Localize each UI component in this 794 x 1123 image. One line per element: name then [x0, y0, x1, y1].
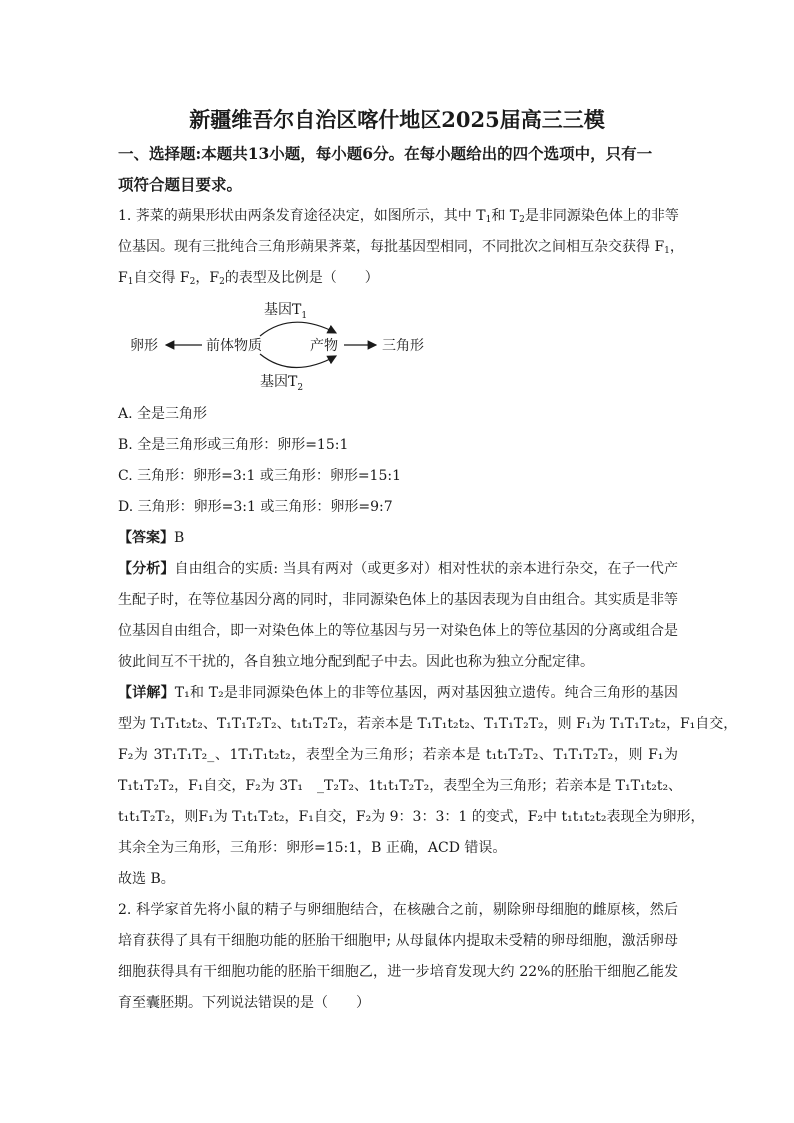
detail-tag: 【详解】: [118, 685, 175, 701]
gene-pathway-diagram: [118, 296, 448, 392]
subscript: 1: [664, 246, 670, 256]
q1-detail-line3: F₂为 3T₁T₁T₂_、1T₁T₁t₂t₂，表型全为三角形；若亲本是 t₁t₁T₂T₂、T₁T₁T₂T₂，则 F₁为: [118, 747, 678, 763]
q1-stem-text: ，: [669, 239, 684, 255]
label-gene-t1: 基因$T_1$: [264, 302, 308, 321]
q1-detail-line1: [118, 682, 678, 704]
q1-answer: [118, 527, 678, 549]
label-product: 产物: [310, 338, 338, 354]
q1-conclusion: 故选 B。: [118, 871, 175, 887]
label-gene-t2: 基因$T_2$: [260, 374, 304, 392]
q1-option-b: B. 全是三角形或三角形：卵形=15:1: [118, 437, 349, 453]
label-egg-shape: 卵形: [130, 338, 158, 354]
q2-stem-line2: 培育获得了具有干细胞功能的胚胎干细胞甲; 从母鼠体内提取未受精的卵母细胞，激活卵母: [118, 933, 678, 949]
q1-stem-text: F: [118, 270, 128, 286]
q1-stem-text: 自交得 F: [133, 270, 190, 286]
section-heading-line1: 一、选择题:本题共13小题，每小题6分。在每小题给出的四个选项中，只有一: [118, 144, 653, 163]
arrow-gene-t1: [260, 322, 336, 336]
q1-stem-line2: [118, 236, 684, 258]
q1-option-d: D. 三角形：卵形=3:1 或三角形：卵形=9:7: [118, 499, 393, 515]
analysis-tag: 【分析】: [118, 561, 175, 577]
answer-tag: 【答案】: [118, 530, 174, 546]
q1-stem-line1: [118, 205, 678, 227]
subscript: 1: [127, 277, 134, 287]
q1-analysis-line2: 生配子时，在等位基因分离的同时，非同源染色体上的基因表现为自由组合。其实质是非等: [118, 592, 678, 608]
q1-option-c: C. 三角形：卵形=3:1 或三角形：卵形=15:1: [118, 468, 401, 484]
section-heading-line2: 项符合题目要求。: [118, 175, 243, 194]
q1-detail-line6: 其余全为三角形，三角形：卵形=15:1，B 正确，ACD 错误。: [118, 840, 507, 856]
label-triangle: 三角形: [382, 338, 424, 354]
document-title: 新疆维吾尔自治区喀什地区2025届高三三模: [189, 107, 605, 132]
q2-stem-line3: 细胞获得具有干细胞功能的胚胎干细胞乙，进一步培育发现大约 22%的胚胎干细胞乙能发: [118, 964, 678, 980]
q1-analysis-line1: [118, 558, 678, 580]
q2-stem-line4: 育至囊胚期。下列说法错误的是（ ）: [118, 995, 370, 1011]
q1-detail-line2: 型为 T₁T₁t₂t₂、T₁T₁T₂T₂、t₁t₁T₂T₂，若亲本是 T₁T₁t₂t₂、T₁T₁T₂T₂，则 F₁为 T₁T₁T₂t₂，F₁自交，: [118, 716, 738, 732]
answer-value: B: [174, 530, 185, 546]
analysis-text: 自由组合的实质: 当具有两对（或更多对）相对性状的亲本进行杂交，在子一代产: [174, 561, 678, 577]
q1-stem-text: 的表型及比例是（ ）: [224, 270, 379, 286]
q1-option-a: A. 全是三角形: [118, 406, 208, 422]
subscript: 2: [189, 277, 196, 287]
q1-stem-line3: [118, 267, 678, 289]
q1-analysis-line3: 位基因自由组合，即一对染色体上的等位基因与另一对染色体上的等位基因的分离或组合是: [118, 623, 678, 639]
subscript: 2: [219, 277, 225, 287]
q1-stem-text: 和 T: [491, 208, 520, 224]
q1-detail-line4: T₁t₁T₂T₂，F₁自交，F₂为 3T₁ _T₂T₂、1t₁t₁T₂T₂，表型全为三角形；若亲本是 T₁T₁t₂t₂、: [118, 778, 683, 794]
label-precursor: 前体物质: [206, 338, 262, 354]
q1-analysis-line4: 彼此间互不干扰的，各自独立地分配到配子中去。因此也称为独立分配定律。: [118, 654, 594, 670]
q1-stem-text: ，F: [195, 270, 220, 286]
q1-detail-line5: t₁t₁T₂T₂，则F₁为 T₁t₁T₂t₂，F₁自交，F₂为 9：3：3：1 的变式，F₂中 t₁t₁t₂t₂表现全为卵形，: [118, 809, 705, 825]
subscript: 1: [485, 215, 492, 225]
q1-stem-text: 1. 荠菜的蒴果形状由两条发育途径决定，如图所示，其中 T: [118, 208, 486, 224]
q2-stem-line1: 2. 科学家首先将小鼠的精子与卵细胞结合，在核融合之前，剔除卵母细胞的雌原核，然后: [118, 902, 678, 918]
q1-stem-text: 位基因。现有三批纯合三角形蒴果荠菜，每批基因型相同，不同批次之间相互杂交获得 F: [118, 239, 665, 255]
q1-stem-text: 是非同源染色体上的非等: [524, 208, 679, 224]
detail-text: T₁和 T₂是非同源染色体上的非等位基因，两对基因独立遗传。纯合三角形的基因: [174, 685, 679, 701]
arrow-gene-t2: [260, 354, 336, 368]
subscript: 2: [519, 215, 525, 225]
